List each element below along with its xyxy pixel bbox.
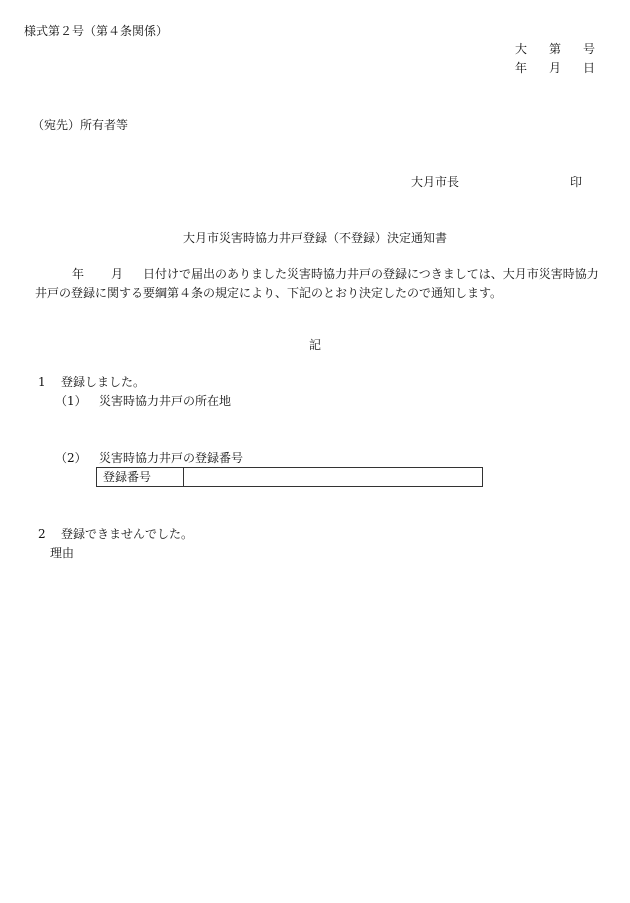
subsection-1-text: 災害時協力井戸の所在地 (99, 394, 232, 408)
registration-number-value (184, 468, 482, 486)
registration-number-table (96, 467, 483, 487)
date-day: 日 (583, 61, 596, 75)
document-number-line (515, 40, 595, 59)
registration-number-label: 登録番号 (97, 468, 184, 486)
subsection-1 (55, 392, 231, 411)
section-1-text: 登録しました。 (61, 375, 146, 389)
ki-heading: 記 (308, 338, 321, 352)
subsection-2-text: 災害時協力井戸の登録番号 (99, 451, 244, 465)
sender-name: 大月市長 (411, 175, 460, 189)
section-2-text: 登録できませんでした。 (61, 527, 194, 541)
section-1 (38, 373, 145, 392)
body-text: 日付けで届出のありました災害時協力井戸の登録につきましては、大月市災害時協力井戸の登録に関する要綱第４条の規定により、下記のとおり決定したので通知します。 (35, 267, 599, 300)
form-number: 様式第２号（第４条関係） (24, 24, 169, 38)
subsection-2 (55, 449, 243, 468)
number-prefix: 第 (549, 42, 562, 56)
subsection-1-number: （1） (55, 394, 87, 408)
section-2 (38, 525, 193, 544)
addressee: （宛先）所有者等 (32, 118, 129, 132)
date-year: 年 (515, 61, 528, 75)
date-line (515, 59, 595, 78)
document-title: 大月市災害時協力井戸登録（不登録）決定通知書 (182, 231, 447, 245)
number-suffix: 号 (583, 42, 596, 56)
body-month: 月 (111, 267, 124, 281)
seal-mark: 印 (570, 175, 583, 189)
city-abbrev: 大 (515, 42, 528, 56)
body-year: 年 (72, 267, 85, 281)
body-paragraph (35, 265, 605, 303)
section-1-number: 1 (38, 375, 46, 389)
subsection-2-number: （2） (55, 451, 87, 465)
reason-label: 理由 (50, 546, 75, 560)
date-month: 月 (549, 61, 562, 75)
section-2-number: 2 (38, 527, 46, 541)
